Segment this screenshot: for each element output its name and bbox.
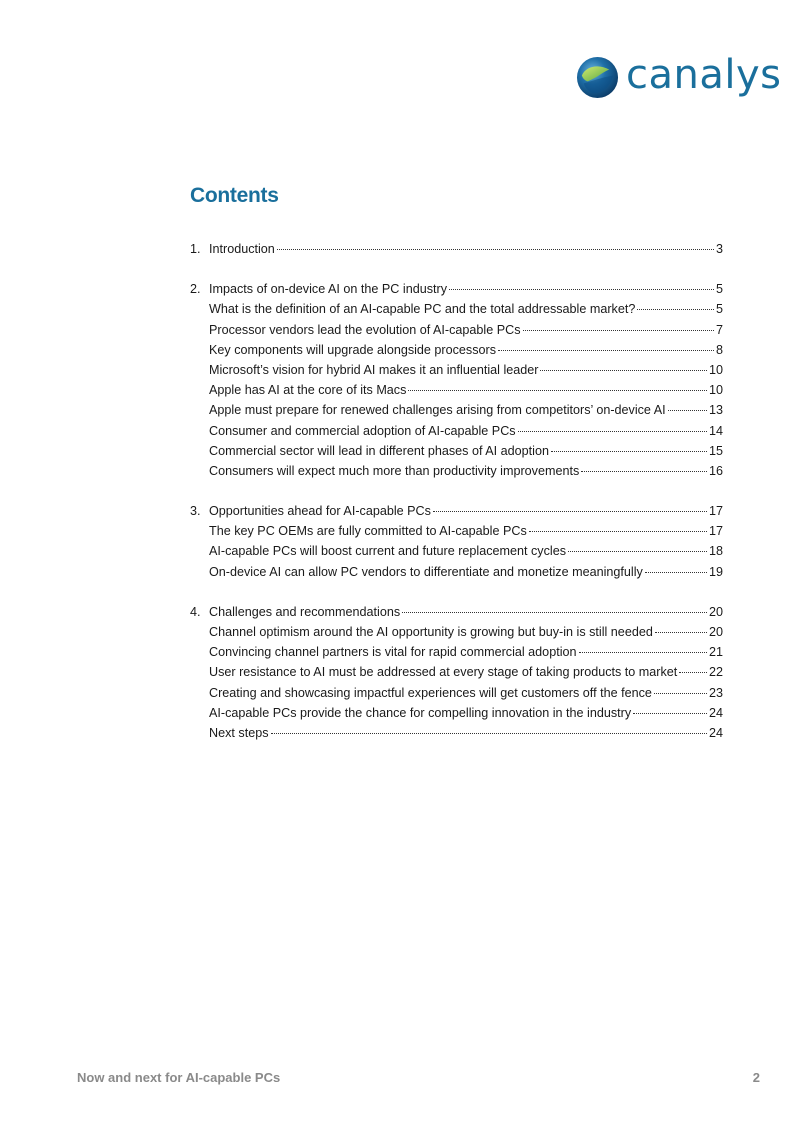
- dot-leader: [277, 249, 714, 250]
- toc-entry-label: Next steps: [209, 725, 269, 740]
- toc-entry-page: 5: [715, 302, 723, 317]
- toc-subentry[interactable]: [190, 380, 723, 400]
- toc-entry-label: Apple must prepare for renewed challenges arising from competitors’ on-device AI: [209, 403, 666, 418]
- dot-leader: [551, 451, 707, 452]
- dot-leader: [523, 330, 714, 331]
- toc-entry-label: Opportunities ahead for AI-capable PCs: [209, 504, 431, 519]
- dot-leader: [633, 713, 707, 714]
- toc-entry-page: 21: [708, 645, 723, 660]
- toc-subentry[interactable]: [190, 683, 723, 703]
- dot-leader: [529, 531, 707, 532]
- dot-leader: [568, 551, 707, 552]
- toc-entry-page: 17: [708, 524, 723, 539]
- toc-subentry[interactable]: [190, 541, 723, 561]
- dot-leader: [540, 370, 707, 371]
- toc-entry-label: Convincing channel partners is vital for rapid commercial adoption: [209, 645, 577, 660]
- toc-entry-label: What is the definition of an AI-capable PC and the total addressable market?: [209, 302, 636, 317]
- toc-subentry[interactable]: [190, 441, 723, 461]
- toc-entry-page: 17: [708, 504, 723, 519]
- toc-subentry[interactable]: [190, 461, 723, 481]
- toc-entry-label: Processor vendors lead the evolution of AI-capable PCs: [209, 322, 521, 337]
- toc-subentry[interactable]: [190, 703, 723, 723]
- toc-entry-page: 10: [708, 383, 723, 398]
- toc-entry-page: 5: [715, 282, 723, 297]
- toc-entry[interactable]: [190, 239, 723, 259]
- toc-subentry[interactable]: [190, 521, 723, 541]
- toc-entry-label: Consumers will expect much more than productivity improvements: [209, 463, 580, 478]
- dot-leader: [668, 410, 707, 411]
- toc-entry[interactable]: [190, 602, 723, 622]
- globe-icon: [576, 56, 619, 99]
- toc-entry-label: The key PC OEMs are fully committed to AI-capable PCs: [209, 524, 527, 539]
- toc-entry-number: 1.: [190, 242, 201, 256]
- dot-leader: [637, 309, 714, 310]
- toc-entry-page: 22: [708, 665, 723, 680]
- toc-subentry[interactable]: [190, 400, 723, 420]
- toc-entry-label: Microsoft’s vision for hybrid AI makes it an influential leader: [209, 362, 539, 377]
- dot-leader: [581, 471, 707, 472]
- toc-subentry[interactable]: [190, 320, 723, 340]
- dot-leader: [449, 289, 714, 290]
- toc-entry-page: 20: [708, 604, 723, 619]
- toc-subentry[interactable]: [190, 723, 723, 743]
- toc-entry-label: User resistance to AI must be addressed at every stage of taking products to market: [209, 665, 678, 680]
- toc-entry-label: AI-capable PCs provide the chance for compelling innovation in the industry: [209, 705, 632, 720]
- toc-subentry[interactable]: [190, 622, 723, 642]
- toc-entry-label: Creating and showcasing impactful experiences will get customers off the fence: [209, 685, 652, 700]
- toc-entry-number: 2.: [190, 282, 201, 297]
- toc-entry-label: Apple has AI at the core of its Macs: [209, 383, 407, 398]
- footer-page-number: 2: [752, 1070, 760, 1085]
- canalys-logo: [576, 51, 782, 99]
- toc-section: [190, 279, 723, 481]
- toc-entry-page: 19: [708, 564, 723, 579]
- table-of-contents: [190, 239, 723, 763]
- toc-entry[interactable]: [190, 279, 723, 299]
- toc-entry-label: Impacts of on-device AI on the PC industry: [209, 282, 448, 297]
- toc-entry-label: AI-capable PCs will boost current and future replacement cycles: [209, 544, 566, 559]
- toc-subentry[interactable]: [190, 642, 723, 662]
- toc-entry-page: 14: [708, 423, 723, 438]
- dot-leader: [498, 350, 714, 351]
- toc-entry-label: Commercial sector will lead in different phases of AI adoption: [209, 443, 549, 458]
- dot-leader: [408, 390, 707, 391]
- toc-entry-page: 3: [715, 242, 723, 256]
- toc-entry-page: 24: [708, 705, 723, 720]
- toc-entry-page: 24: [708, 725, 723, 740]
- toc-section: [190, 602, 723, 743]
- dot-leader: [402, 612, 707, 613]
- toc-entry-number: 4.: [190, 604, 201, 619]
- toc-entry-label: Key components will upgrade alongside processors: [209, 342, 497, 357]
- dot-leader: [655, 632, 707, 633]
- toc-entry[interactable]: [190, 501, 723, 521]
- dot-leader: [645, 572, 707, 573]
- page-title: Contents: [190, 184, 279, 207]
- toc-entry-label: On-device AI can allow PC vendors to differentiate and monetize meaningfully: [209, 564, 643, 579]
- toc-subentry[interactable]: [190, 340, 723, 360]
- toc-subentry[interactable]: [190, 299, 723, 319]
- toc-entry-label: Challenges and recommendations: [209, 604, 401, 619]
- toc-section: [190, 501, 723, 582]
- logo-wordmark: canalys: [626, 51, 782, 98]
- dot-leader: [518, 431, 707, 432]
- toc-entry-page: 7: [715, 322, 723, 337]
- dot-leader: [654, 693, 707, 694]
- toc-entry-page: 13: [708, 403, 723, 418]
- toc-entry-page: 10: [708, 362, 723, 377]
- dot-leader: [679, 672, 707, 673]
- toc-subentry[interactable]: [190, 562, 723, 582]
- toc-entry-page: 8: [715, 342, 723, 357]
- toc-entry-page: 15: [708, 443, 723, 458]
- toc-entry-page: 16: [708, 463, 723, 478]
- toc-entry-page: 23: [708, 685, 723, 700]
- toc-entry-label: Consumer and commercial adoption of AI-capable PCs: [209, 423, 516, 438]
- toc-entry-page: 18: [708, 544, 723, 559]
- toc-section: [190, 239, 723, 259]
- dot-leader: [271, 733, 707, 734]
- toc-subentry[interactable]: [190, 360, 723, 380]
- dot-leader: [579, 652, 707, 653]
- toc-subentry[interactable]: [190, 662, 723, 682]
- toc-entry-number: 3.: [190, 504, 201, 519]
- dot-leader: [433, 511, 707, 512]
- toc-subentry[interactable]: [190, 421, 723, 441]
- toc-entry-label: Introduction: [209, 242, 275, 256]
- toc-entry-label: Channel optimism around the AI opportunity is growing but buy-in is still needed: [209, 625, 653, 639]
- toc-entry-page: 20: [708, 625, 723, 639]
- footer-document-title: Now and next for AI-capable PCs: [77, 1070, 281, 1085]
